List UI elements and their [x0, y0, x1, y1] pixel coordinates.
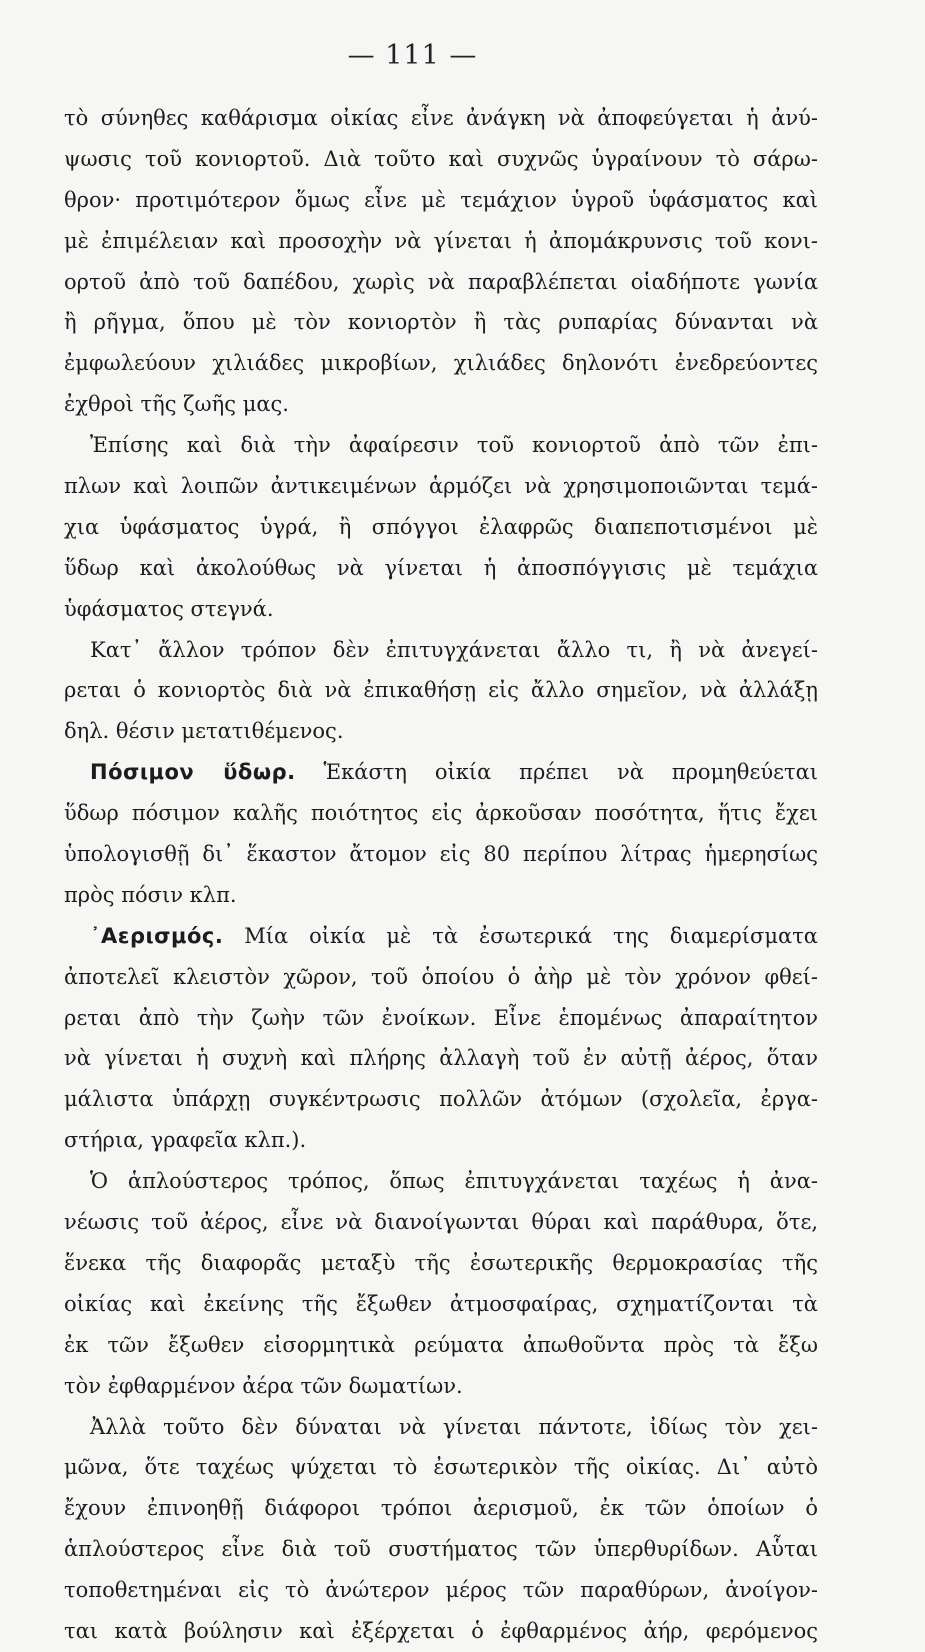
text-run: Μία οἰκία μὲ τὰ ἐσωτερικά της διαμερίσματα	[223, 923, 818, 948]
text-line: ἐκ τῶν ἔξωθεν εἰσορμητικὰ ρεύματα ἀπωθοῦντα πρὸς τὰ ἔξω	[64, 1332, 818, 1357]
text-line: ἕνεκα τῆς διαφορᾶς μεταξὺ τῆς ἐσωτερικῆς θερμοκρασίας τῆς	[64, 1250, 818, 1275]
text-line: δηλ. θέσιν μετατιθέμενος.	[64, 719, 344, 744]
paragraph	[64, 752, 818, 916]
text-line: ὕδωρ καὶ ἀκολούθως νὰ γίνεται ἡ ἀποσπόγγισις μὲ τεμάχια	[64, 555, 818, 580]
text-line: μάλιστα ὑπάρχῃ συγκέντρωσις πολλῶν ἀτόμων (σχολεῖα, ἐργα-	[64, 1087, 818, 1112]
text-line: ρεται ἀπὸ τὴν ζωὴν τῶν ἐνοίκων. Εἶνε ἑπομένως ἀπαραίτητον	[64, 1005, 818, 1030]
text-line: ὑπολογισθῇ δι᾿ ἕκαστον ἄτομον εἰς 80 περίπου λίτρας ἡμερησίως	[64, 842, 818, 867]
section-heading: Πόσιμον ὕδωρ.	[90, 760, 296, 785]
section-heading: ᾿Αερισμός.	[90, 923, 224, 948]
text-line: ἢ ρῆγμα, ὅπου μὲ τὸν κονιορτὸν ἢ τὰς ρυπαρίας δύνανται νὰ	[64, 310, 818, 335]
text-line: οἰκίας καὶ ἐκείνης τῆς ἔξωθεν ἀτμοσφαίρας, σχηματίζονται τὰ	[64, 1291, 818, 1316]
text-line: τὸν ἐφθαρμένον ἀέρα τῶν δωματίων.	[64, 1373, 463, 1398]
text-run: Ἑκάστη οἰκία πρέπει νὰ προμηθεύεται	[295, 760, 818, 785]
text-line: πλων καὶ λοιπῶν ἀντικειμένων ἁρμόζει νὰ χρησιμοποιῶνται τεμά-	[64, 474, 818, 499]
body-text	[64, 98, 818, 1652]
paragraph	[64, 916, 818, 1161]
text-line: ἀποτελεῖ κλειστὸν χῶρον, τοῦ ὁποίου ὁ ἀὴρ μὲ τὸν χρόνον φθεί-	[64, 964, 818, 989]
text-line: ἔχουν ἐπινοηθῇ διάφοροι τρόποι ἀερισμοῦ, ἐκ τῶν ὁποίων ὁ	[64, 1496, 818, 1521]
text-line: ἐμφωλεύουν χιλιάδες μικροβίων, χιλιάδες δηλονότι ἐνεδρεύοντες	[64, 351, 818, 376]
text-line	[64, 916, 818, 957]
page-number: — 111 —	[347, 40, 478, 71]
text-line: στήρια, γραφεῖα κλπ.).	[64, 1128, 307, 1153]
text-line: χια ὑφάσματος ὑγρά, ἢ σπόγγοι ἐλαφρῶς διαπεποτισμένοι μὲ	[64, 514, 818, 539]
text-line: νὰ γίνεται ἡ συχνὴ καὶ πλήρης ἀλλαγὴ τοῦ ἐν αὐτῇ ἀέρος, ὅταν	[64, 1046, 818, 1071]
text-line: μῶνα, ὅτε ταχέως ψύχεται τὸ ἐσωτερικὸν τῆς οἰκίας. Δι᾿ αὐτὸ	[64, 1455, 818, 1480]
text-line	[64, 752, 818, 793]
text-line: ται κατὰ βούλησιν καὶ ἐξέρχεται ὁ ἐφθαρμένος ἀήρ, φερόμενος	[64, 1618, 818, 1643]
text-line: Ἐπίσης καὶ διὰ τὴν ἀφαίρεσιν τοῦ κονιορτοῦ ἀπὸ τῶν ἐπι-	[90, 433, 818, 458]
text-line: πρὸς πόσιν κλπ.	[64, 882, 237, 907]
text-line: ορτοῦ ἀπὸ τοῦ δαπέδου, χωρὶς νὰ παραβλέπεται οἱαδήποτε γωνία	[64, 269, 818, 294]
text-line: Ἀλλὰ τοῦτο δὲν δύναται νὰ γίνεται πάντοτε, ἰδίως τὸν χει-	[90, 1414, 818, 1439]
text-line: Κατ᾿ ἄλλον τρόπον δὲν ἐπιτυγχάνεται ἄλλο τι, ἢ νὰ ἀνεγεί-	[90, 637, 818, 662]
text-line: τὸ σύνηθες καθάρισμα οἰκίας εἶνε ἀνάγκη νὰ ἀποφεύγεται ἡ ἀνύ-	[64, 106, 818, 130]
text-line: ρεται ὁ κονιορτὸς διὰ νὰ ἐπικαθήσῃ εἰς ἄλλο σημεῖον, νὰ ἀλλάξῃ	[64, 678, 818, 703]
text-line: μὲ ἐπιμέλειαν καὶ προσοχὴν νὰ γίνεται ἡ ἀπομάκρυνσις τοῦ κονι-	[64, 228, 818, 253]
text-line: τοποθετημέναι εἰς τὸ ἀνώτερον μέρος τῶν παραθύρων, ἀνοίγον-	[64, 1578, 818, 1603]
paragraph	[64, 1161, 818, 1406]
text-line: ἁπλούστερος εἶνε διὰ τοῦ συστήματος τῶν ὑπερθυρίδων. Αὗται	[64, 1537, 818, 1562]
paragraph	[64, 1407, 818, 1652]
text-line: νέωσις τοῦ ἀέρος, εἶνε νὰ διανοίγωνται θύραι καὶ παράθυρα, ὅτε,	[64, 1210, 818, 1235]
text-line: ὕδωρ πόσιμον καλῆς ποιότητος εἰς ἀρκοῦσαν ποσότητα, ἥτις ἔχει	[64, 801, 818, 826]
paragraph	[64, 630, 818, 753]
text-line: ψωσις τοῦ κονιορτοῦ. Διὰ τοῦτο καὶ συχνῶς ὑγραίνουν τὸ σάρω-	[64, 146, 818, 171]
text-line: θρον· προτιμότερον ὅμως εἶνε μὲ τεμάχιον ὑγροῦ ὑφάσματος καὶ	[64, 187, 818, 212]
paragraph	[64, 425, 818, 629]
text-line: ἐχθροὶ τῆς ζωῆς μας.	[64, 392, 289, 417]
text-line: Ὁ ἁπλούστερος τρόπος, ὅπως ἐπιτυγχάνεται ταχέως ἡ ἀνα-	[90, 1169, 818, 1194]
text-line: ὑφάσματος στεγνά.	[64, 596, 274, 621]
paragraph	[64, 98, 818, 425]
